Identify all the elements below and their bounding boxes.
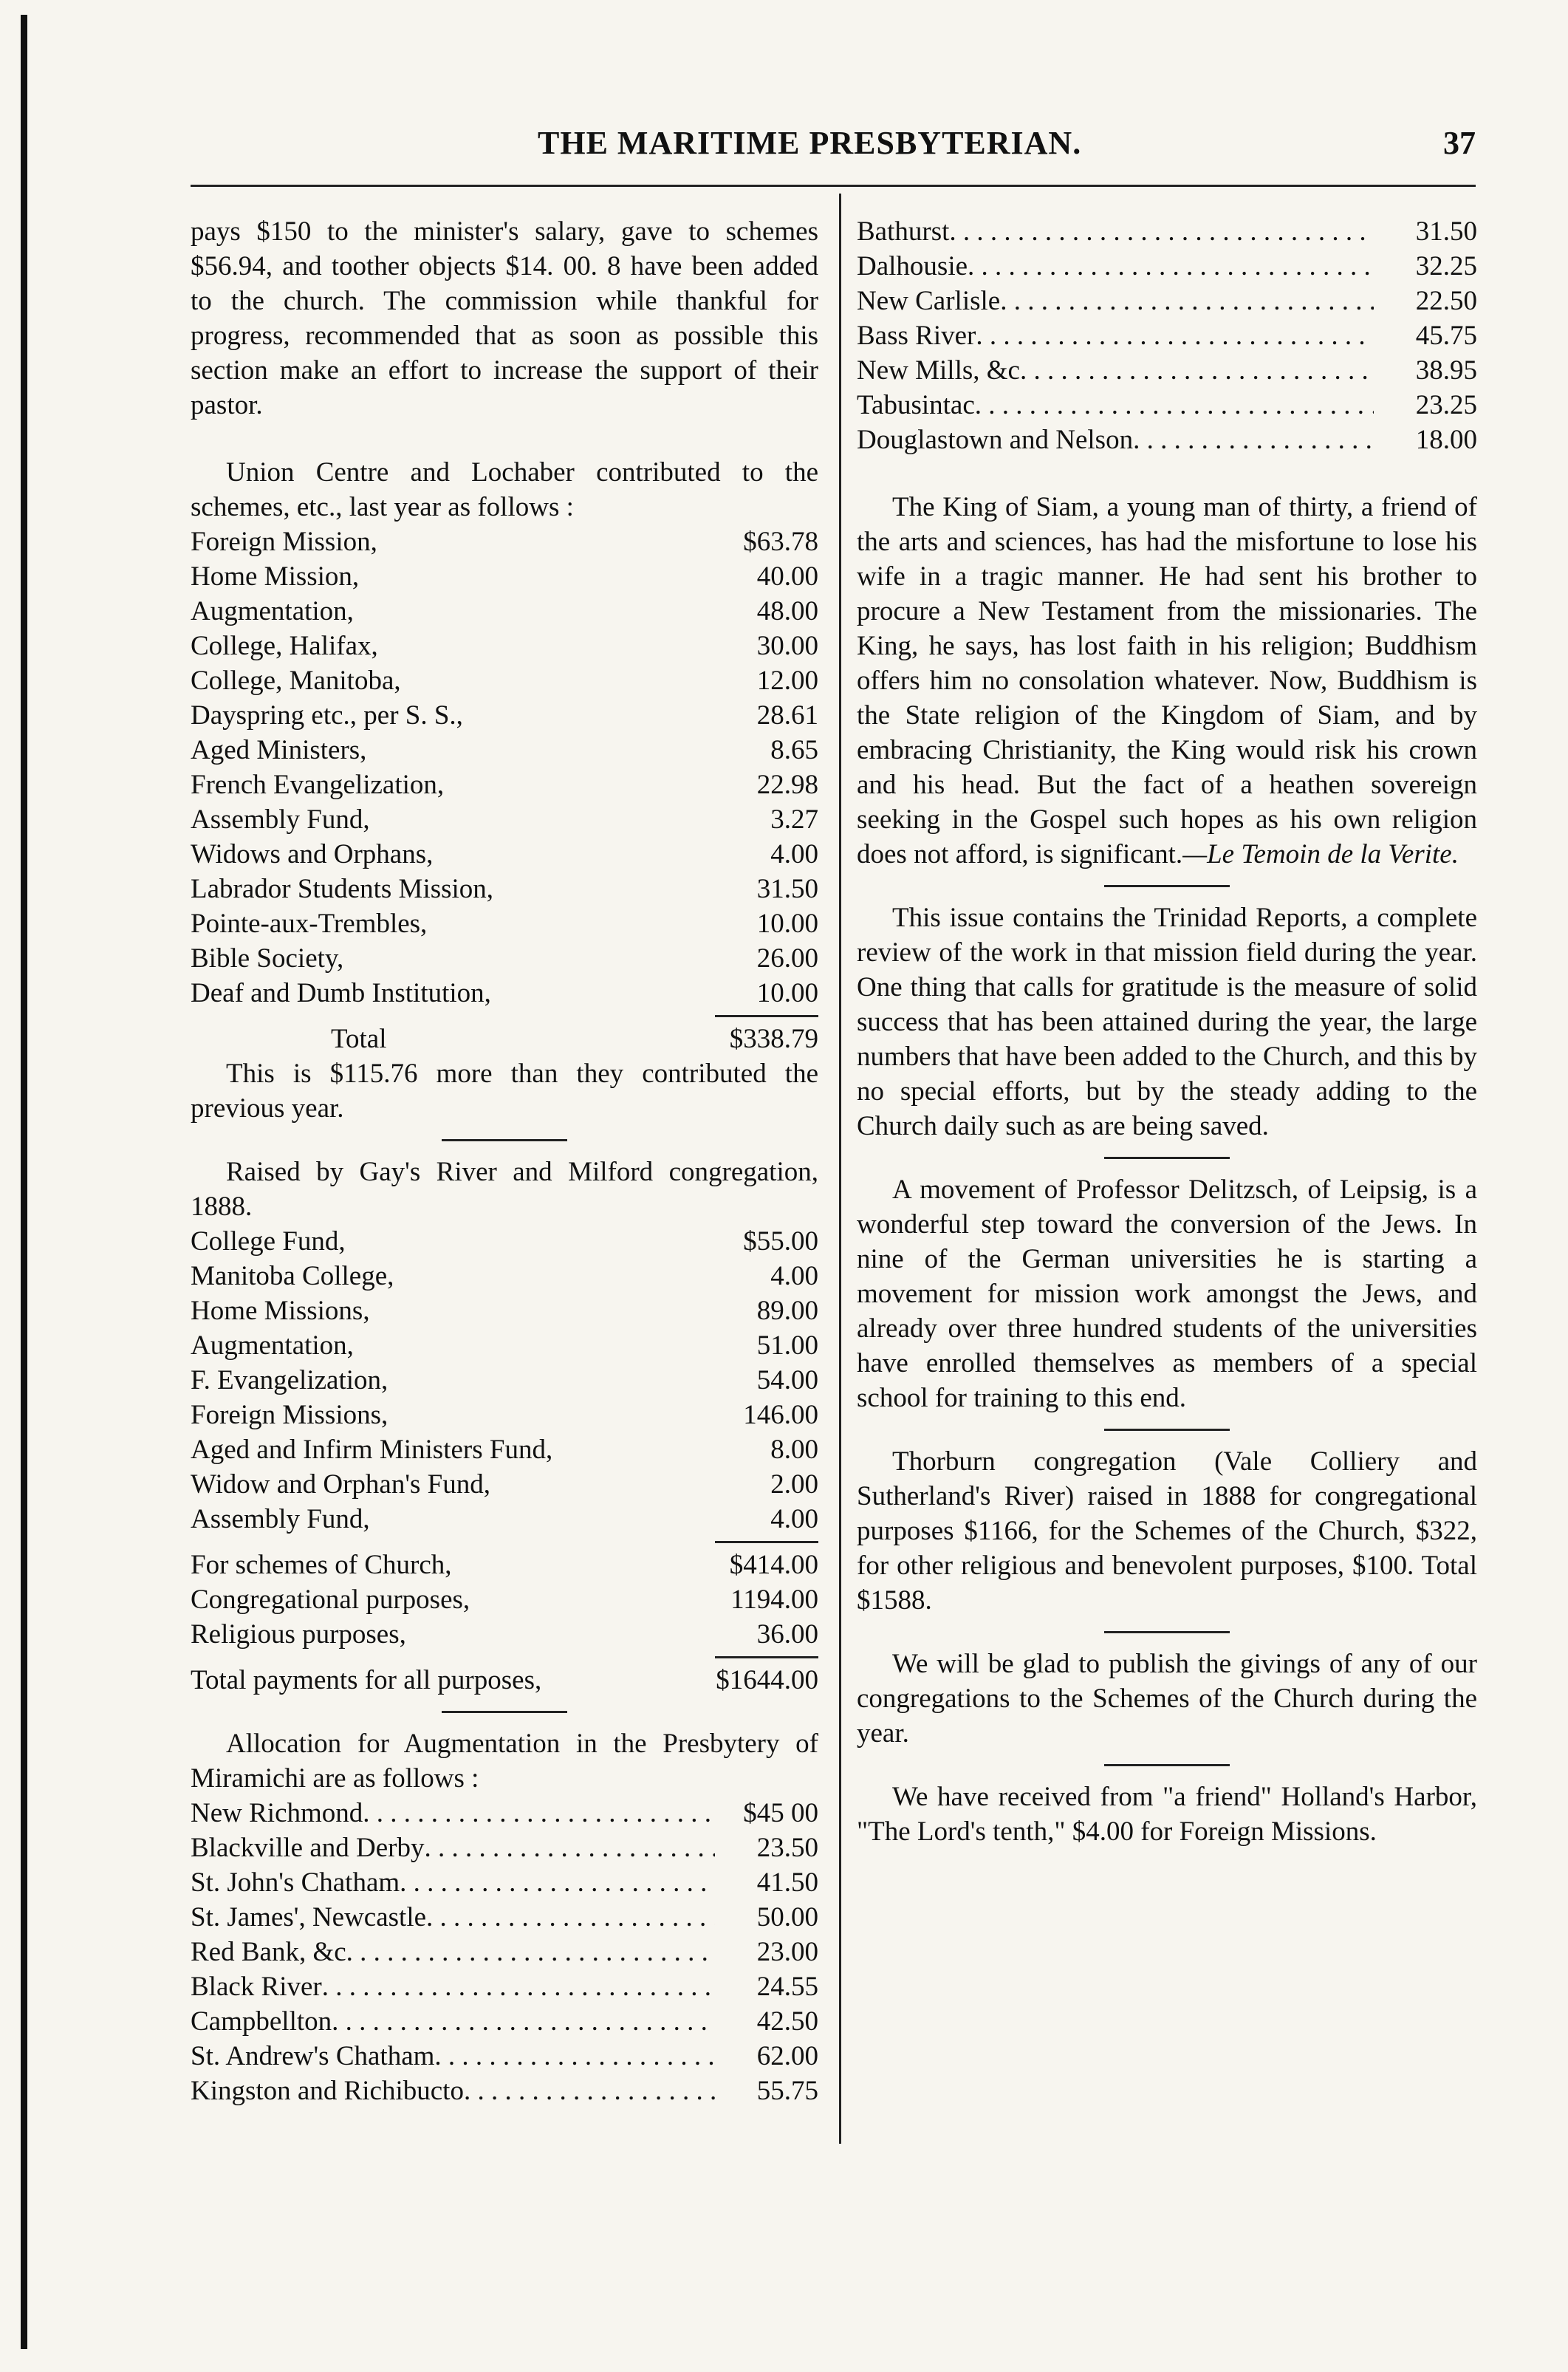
- table-row: Black River . . . 24.55: [191, 1969, 818, 2004]
- gays-river-intro: Raised by Gay's River and Milford congregation, 1888.: [191, 1157, 818, 1222]
- section-rule: [442, 1711, 567, 1713]
- table-row: Foreign Mission, $63.78: [191, 527, 818, 557]
- union-note: This is $115.76 more than they contributed the previous year.: [191, 1059, 818, 1124]
- allocation-intro: Allocation for Augmentation in the Presbytery of Miramichi are as follows :: [191, 1729, 818, 1794]
- page-number: 37: [1443, 125, 1476, 161]
- table-row: New Mills, &c . . . 38.95: [857, 353, 1477, 388]
- header-rule: [191, 185, 1476, 187]
- delitzsch-article: A movement of Professor Delitzsch, of Leipsig, is a wonderful step toward the conversion of the Jews. In nine of the German universities he is starting a movement for mission work amongst the Jews, and already over three hundred students of the universities have enrolled themselves as members of a special school for training to this end.: [857, 1175, 1477, 1413]
- table-row: Dayspring etc., per S. S., 28.61: [191, 700, 818, 731]
- siam-article: The King of Siam, a young man of thirty, a friend of the arts and sciences, has had the misfortune to lose his wife in a tragic manner. He had sent his brother to procure a New Testament from the missionaries. The King, he says, has lost faith in his religion; Buddhism offers him no consolation whatever. Now, Buddhism is the State religion of the Kingdom of Siam, and by embracing Christianity, the King would risk his crown and his head. But the fact of a heathen sovereign seeking in the Gospel such hopes as his own religion does not afford, is significant.—Le Temoin de la Verite.: [857, 492, 1477, 869]
- table-row: Pointe-aux-Trembles, 10.00: [191, 909, 818, 939]
- table-row: Blackville and Derby . . . 23.50: [191, 1831, 818, 1865]
- table-row: New Richmond . . . $45 00: [191, 1796, 818, 1831]
- section-rule: [442, 1139, 567, 1141]
- column-divider: [839, 194, 841, 2144]
- gays-river-table: [191, 1224, 818, 1537]
- allocation-table: [191, 1796, 818, 2108]
- table-row: Assembly Fund, 3.27: [191, 804, 818, 835]
- table-row: Foreign Missions, 146.00: [191, 1400, 818, 1430]
- table-row: Bible Society, 26.00: [191, 943, 818, 974]
- left-column: [191, 214, 818, 2108]
- sum-rule: [715, 1541, 818, 1543]
- right-column: [857, 214, 1477, 1849]
- table-row: Widow and Orphan's Fund, 2.00: [191, 1469, 818, 1500]
- scan-margin-rule: [21, 15, 27, 2349]
- table-row: Dalhousie . . . 32.25: [857, 249, 1477, 284]
- table-row: Bathurst . . . 31.50: [857, 214, 1477, 249]
- table-row: Campbellton . . . 42.50: [191, 2004, 818, 2039]
- table-row: Assembly Fund, 4.00: [191, 1504, 818, 1534]
- table-row: Widows and Orphans, 4.00: [191, 839, 818, 869]
- table-row: F. Evangelization, 54.00: [191, 1365, 818, 1395]
- journal-title: THE MARITIME PRESBYTERIAN.: [538, 125, 1082, 161]
- sum-rule: [715, 1015, 818, 1017]
- section-rule: [1104, 885, 1230, 887]
- table-row: College, Manitoba, 12.00: [191, 666, 818, 696]
- table-row: Home Missions, 89.00: [191, 1296, 818, 1326]
- table-row: St. James', Newcastle . . . 50.00: [191, 1900, 818, 1935]
- section-rule: [1104, 1764, 1230, 1766]
- table-row: Religious purposes, 36.00: [191, 1619, 818, 1650]
- table-row: French Evangelization, 22.98: [191, 770, 818, 800]
- table-row: Aged Ministers, 8.65: [191, 735, 818, 765]
- table-row: Augmentation, 51.00: [191, 1330, 818, 1361]
- table-row: St. John's Chatham . . . 41.50: [191, 1865, 818, 1900]
- table-row: Augmentation, 48.00: [191, 596, 818, 626]
- siam-source: —Le Temoin de la Verite.: [1182, 839, 1459, 869]
- table-row: College, Halifax, 30.00: [191, 631, 818, 661]
- table-row: Deaf and Dumb Institution, 10.00: [191, 978, 818, 1008]
- thorburn-article: Thorburn congregation (Vale Colliery and Sutherland's River) raised in 1888 for congregational purposes $1166, for the Schemes of the Church, $322, for other religious and benevolent purposes, $100. Total $1588.: [857, 1446, 1477, 1616]
- table-row: Manitoba College, 4.00: [191, 1261, 818, 1291]
- union-centre-intro: Union Centre and Lochaber contributed to the schemes, etc., last year as follows :: [191, 457, 818, 522]
- table-row: College Fund, $55.00: [191, 1226, 818, 1257]
- table-row: St. Andrew's Chatham . . . 62.00: [191, 2039, 818, 2074]
- table-row: Aged and Infirm Ministers Fund, 8.00: [191, 1435, 818, 1465]
- table-row: Red Bank, &c . . . 23.00: [191, 1935, 818, 1969]
- table-row: Kingston and Richibucto . . . 55.75: [191, 2074, 818, 2108]
- page-header: [191, 124, 1476, 168]
- table-row: Labrador Students Mission, 31.50: [191, 874, 818, 904]
- section-rule: [1104, 1631, 1230, 1633]
- gays-river-total-row: Total payments for all purposes, $1644.00: [191, 1665, 818, 1695]
- table-row: Home Mission, 40.00: [191, 561, 818, 592]
- sum-rule: [715, 1656, 818, 1658]
- table-row: Tabusintac . . . 23.25: [857, 388, 1477, 423]
- table-row: For schemes of Church, $414.00: [191, 1550, 818, 1580]
- section-rule: [1104, 1157, 1230, 1159]
- table-row: Bass River . . . 45.75: [857, 318, 1477, 353]
- table-row: Douglastown and Nelson . . . 18.00: [857, 423, 1477, 457]
- union-total-row: Total $338.79: [331, 1024, 818, 1054]
- gays-river-summary: [191, 1548, 818, 1652]
- section-rule: [1104, 1429, 1230, 1431]
- holland-harbor-notice: We have received from "a friend" Holland's Harbor, "The Lord's tenth," $4.00 for Foreign Missions.: [857, 1782, 1477, 1847]
- allocation-table-continued: [857, 214, 1477, 457]
- table-row: New Carlisle . . . 22.50: [857, 284, 1477, 318]
- salary-paragraph: pays $150 to the minister's salary, gave to schemes $56.94, and toother objects $14. 00. 8 have been added to the church. The commission while thankful for progress, recommended that as soon as possible this section make an effort to increase the support of their pastor.: [191, 216, 818, 420]
- union-centre-table: [191, 524, 818, 1011]
- trinidad-article: This issue contains the Trinidad Reports, a complete review of the work in that mission field during the year. One thing that calls for gratitude is the measure of solid success that has been attained during the year, the large numbers that have been added to the Church, and this by no special efforts, but by the steady adding to the Church daily such as are being saved.: [857, 903, 1477, 1141]
- publish-notice: We will be glad to publish the givings of any of our congregations to the Schemes of the Church during the year.: [857, 1649, 1477, 1749]
- table-row: Congregational purposes, 1194.00: [191, 1585, 818, 1615]
